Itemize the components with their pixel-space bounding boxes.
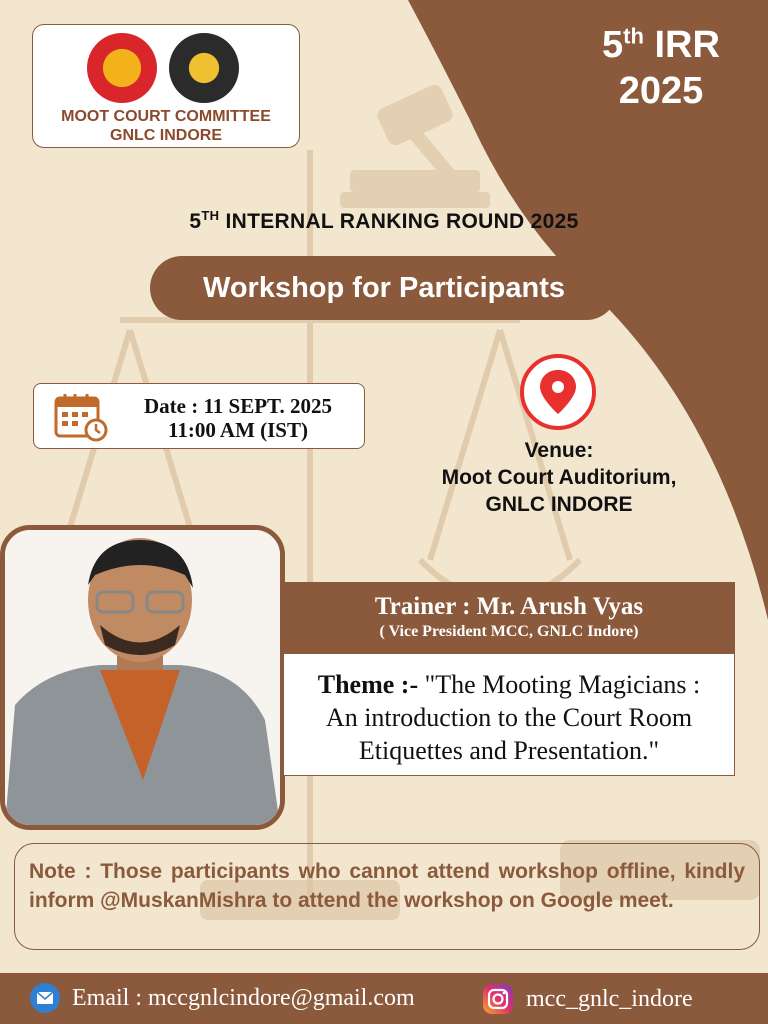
theme-box xyxy=(283,654,735,776)
gnlc-seal-logo xyxy=(87,33,157,103)
committee-logo-box xyxy=(32,24,300,148)
email-text: Email : mccgnlcindore@gmail.com xyxy=(72,985,415,1011)
trainer-name: Trainer : Mr. Arush Vyas xyxy=(374,593,644,620)
note-text: Note : Those participants who cannot attend workshop offline, kindly inform @MuskanMishra to attend the workshop on Google meet. xyxy=(29,860,745,912)
footer-email[interactable] xyxy=(30,983,415,1013)
trainer-photo xyxy=(0,525,285,830)
location-pin-icon xyxy=(518,352,598,432)
envelope-icon xyxy=(30,983,60,1013)
moot-court-committee-logo xyxy=(169,33,239,103)
irr-badge: 5th IRR 2025 xyxy=(602,23,720,112)
workshop-banner: Workshop for Participants xyxy=(150,256,618,320)
trainer-role: ( Vice President MCC, GNLC Indore) xyxy=(379,623,639,640)
trainer-header xyxy=(283,582,735,654)
footer-instagram[interactable] xyxy=(482,983,693,1015)
instagram-icon xyxy=(482,983,514,1015)
footer-bar xyxy=(0,973,768,1024)
calendar-clock-icon xyxy=(50,392,112,442)
theme-label: Theme :- xyxy=(317,670,419,699)
date-time-text: Date : 11 SEPT. 2025 11:00 AM (IST) xyxy=(143,394,333,442)
note-box xyxy=(14,843,760,950)
instagram-handle: mcc_gnlc_indore xyxy=(526,986,693,1012)
committee-name: MOOT COURT COMMITTEE GNLC INDORE xyxy=(61,108,271,144)
event-title: 5TH INTERNAL RANKING ROUND 2025 xyxy=(189,208,579,233)
venue-block: Venue: Moot Court Auditorium, GNLC INDORE xyxy=(441,439,677,516)
theme-text: "The Mooting Magicians : An introduction to the Court Room Etiquettes and Presentation." xyxy=(325,670,701,765)
date-time-box xyxy=(33,383,365,449)
